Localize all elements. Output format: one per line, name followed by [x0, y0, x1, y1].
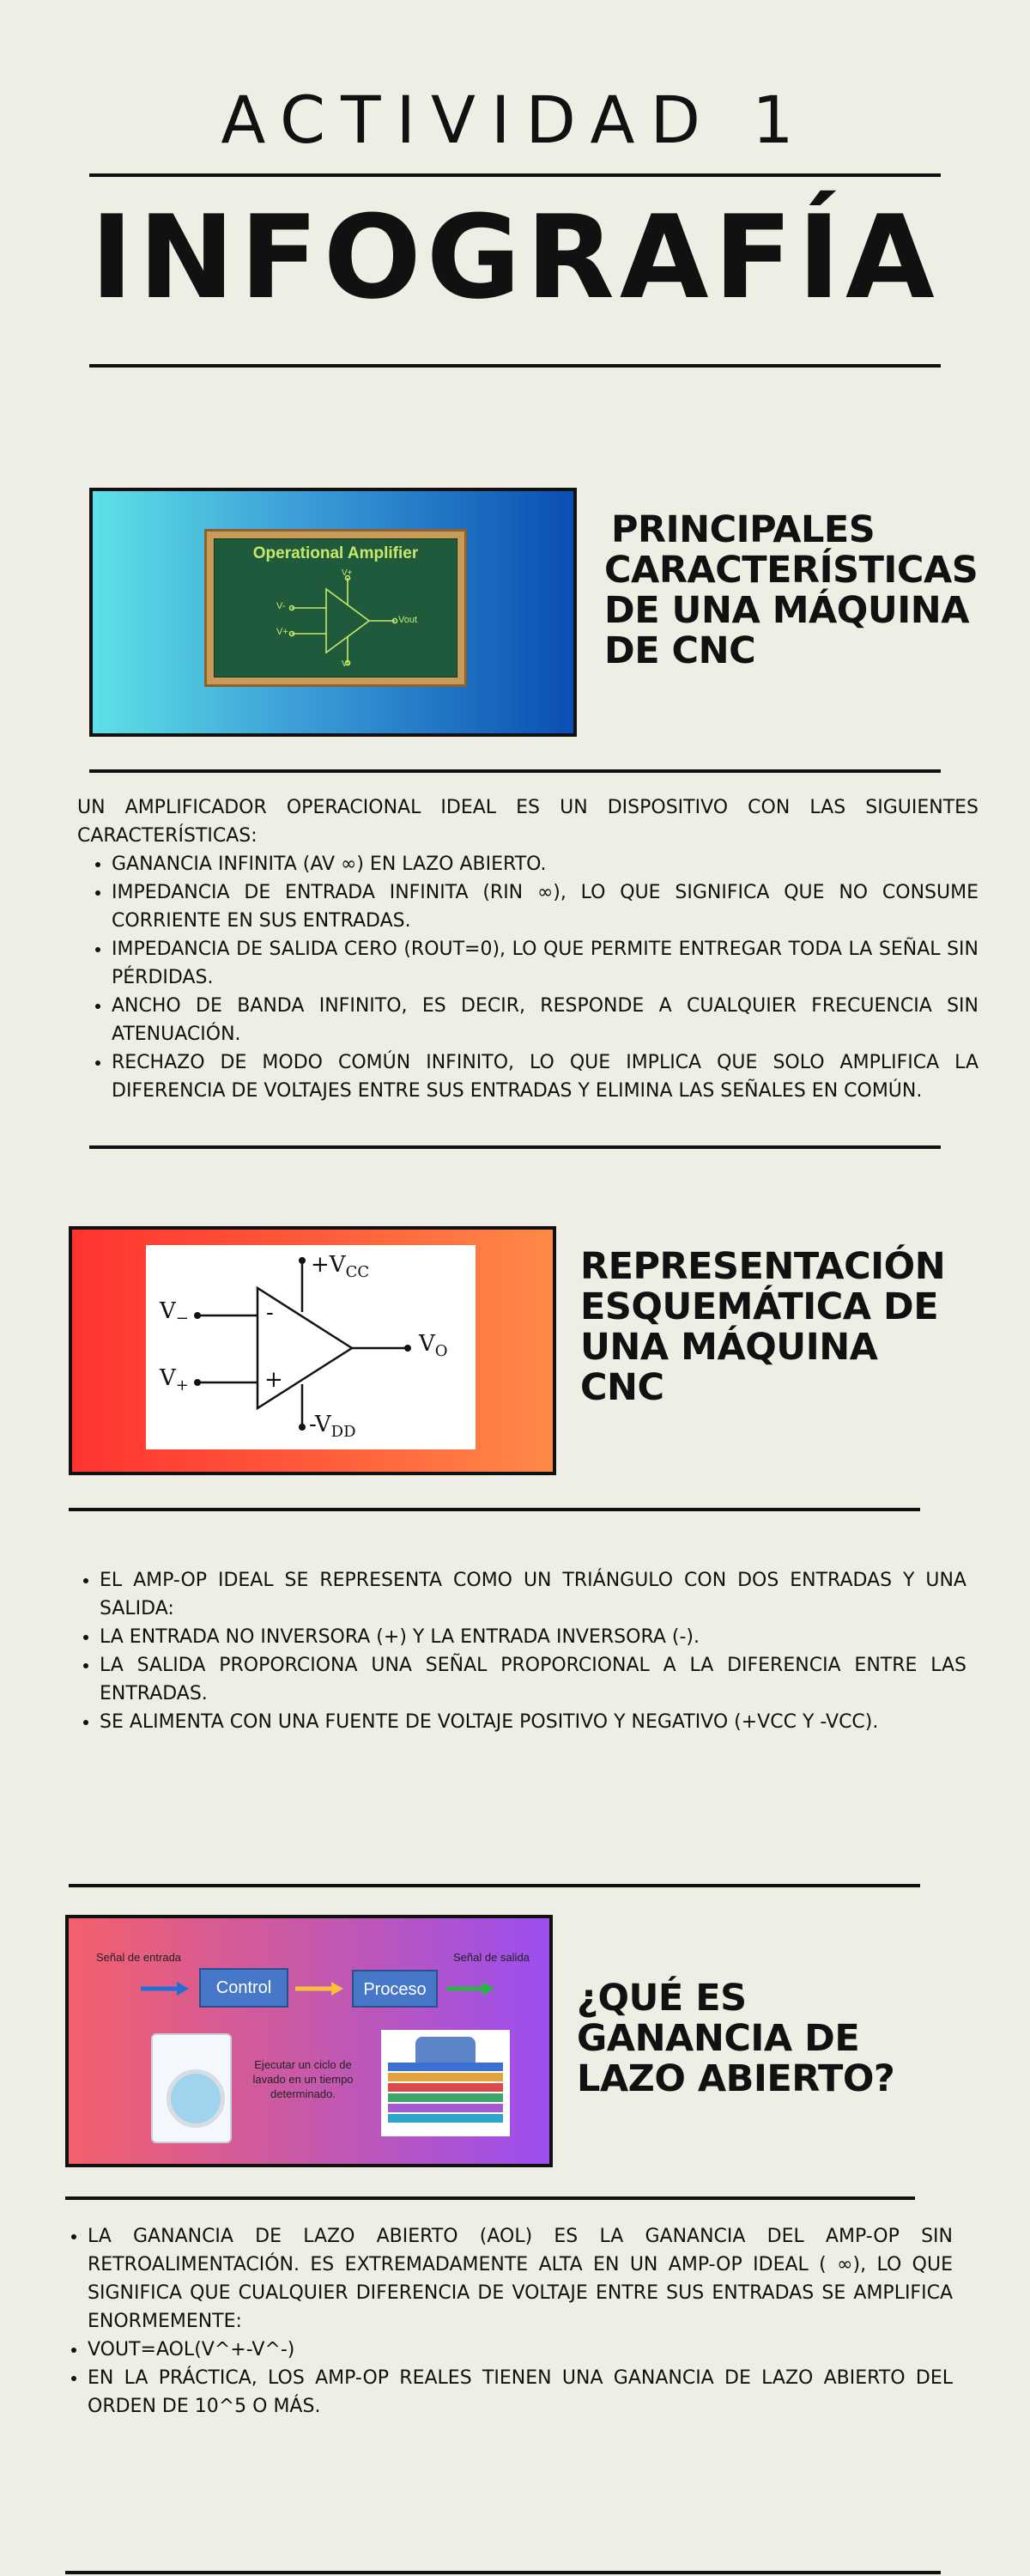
schematic-vminus-label: $V_-$ — [160, 1298, 189, 1328]
schematic-panel — [146, 1245, 476, 1449]
control-block: Control — [199, 1968, 288, 2008]
schematic-plus-sign: + — [264, 1367, 283, 1393]
section1-rule-top — [89, 769, 941, 773]
section2-list — [65, 1566, 966, 1736]
op-amp-chalkboard-image — [89, 488, 577, 737]
section2-title-line: CNC — [580, 1366, 664, 1409]
section1-list — [77, 850, 978, 1105]
list-item: • EL AMP-OP IDEAL SE REPRESENTA COMO UN TRIÁNGULO CON DOS ENTRADAS Y UNA SALIDA: — [100, 1566, 966, 1623]
chalk-label-in1: V- — [276, 601, 286, 611]
section3-title-line: ¿QUÉ ES — [577, 1977, 747, 2020]
clothes-layer — [388, 2073, 503, 2081]
chalk-label-out: Vout — [398, 615, 418, 625]
section3-list — [53, 2222, 953, 2421]
list-item: • GANANCIA INFINITA (AV ∞) EN LAZO ABIERTO. — [112, 850, 978, 878]
clothes-stack-icon — [381, 2030, 510, 2136]
list-item: • LA SALIDA PROPORCIONA UNA SEÑAL PROPORCIONAL A LA DIFERENCIA ENTRE LAS ENTRADAS. — [100, 1651, 966, 1708]
list-item: • RECHAZO DE MODO COMÚN INFINITO, LO QUE IMPLICA QUE SOLO AMPLIFICA LA DIFERENCIA DE VOLTAJES ENTRE SUS ENTRADAS Y ELIMINA LAS SEÑALES EN COMÚN. — [112, 1048, 978, 1105]
list-item: • SE ALIMENTA CON UNA FUENTE DE VOLTAJE POSITIVO Y NEGATIVO (+VCC Y -VCC). — [100, 1708, 966, 1736]
clothes-layer — [388, 2114, 503, 2123]
section2-title-line: UNA MÁQUINA — [580, 1326, 878, 1369]
section1-title-line: DE CNC — [604, 629, 756, 672]
page-title: INFOGRAFÍA — [90, 191, 940, 325]
section1-title-line: DE UNA MÁQUINA — [604, 589, 969, 632]
chalkboard — [214, 538, 457, 677]
list-item: • IMPEDANCIA DE ENTRADA INFINITA (RIN ∞), LO QUE SIGNIFICA QUE NO CONSUME CORRIENTE EN SUS ENTRADAS. — [112, 878, 978, 935]
clothes-layer — [388, 2093, 503, 2102]
section3-title-line: LAZO ABIERTO? — [577, 2057, 895, 2100]
list-item: • IMPEDANCIA DE SALIDA CERO (ROUT=0), LO QUE PERMITE ENTREGAR TODA LA SEÑAL SIN PÉRDIDAS. — [112, 935, 978, 992]
section1-title-line: PRINCIPALES — [611, 508, 876, 551]
section1-rule-bottom — [89, 1145, 941, 1149]
section3-title — [577, 1978, 1006, 2099]
section1-intro: UN AMPLIFICADOR OPERACIONAL IDEAL ES UN DISPOSITIVO CON LAS SIGUIENTES CARACTERÍSTICAS: — [77, 797, 978, 847]
schematic-vdd-label: $-V_{DD}$ — [309, 1412, 356, 1442]
shirt-top — [415, 2037, 476, 2063]
header-rule-bottom — [89, 364, 941, 368]
section3-body — [53, 2222, 953, 2421]
section2-title — [580, 1247, 1009, 1408]
schematic-vcc-label: $+V_{CC}$ — [311, 1252, 370, 1282]
section1-title — [604, 510, 1016, 671]
open-loop-diagram-image — [65, 1915, 553, 2167]
section2-title-line: REPRESENTACIÓN — [580, 1245, 946, 1288]
schematic-vplus-label: $V_+$ — [160, 1365, 189, 1395]
list-item: • ANCHO DE BANDA INFINITO, ES DECIR, RESPONDE A CUALQUIER FRECUENCIA SIN ATENUACIÓN. — [112, 992, 978, 1048]
footer-rule — [65, 2571, 941, 2574]
section1-title-line: CARACTERÍSTICAS — [604, 549, 978, 592]
process-block: Proceso — [352, 1970, 438, 2008]
op-amp-chalk-symbol — [266, 574, 412, 668]
list-item: • VOUT=AOL(V^+-V^-) — [88, 2336, 953, 2364]
op-amp-schematic-image — [69, 1226, 556, 1475]
header-rule-top — [89, 173, 941, 177]
output-signal-label: Señal de salida — [453, 1951, 530, 1964]
chalkboard-title: Operational Amplifier — [252, 544, 419, 562]
chalk-label-bottom: V- — [342, 659, 350, 669]
chalkboard-frame — [204, 529, 467, 687]
section3-rule-top — [65, 2196, 915, 2200]
section1-body — [77, 793, 978, 1105]
clothes-layer — [388, 2104, 503, 2112]
list-item: • LA GANANCIA DE LAZO ABIERTO (AOL) ES LA GANANCIA DEL AMP-OP SIN RETROALIMENTACIÓN. ES EXTREMADAMENTE ALTA EN UN AMP-OP IDEAL ( ∞), LO QUE SIGNIFICA QUE CUALQUIER DIFERENCIA DE VOLTAJE ENTRE SUS ENTRADAS SE AMPLIFICA ENORMEMENTE: — [88, 2222, 953, 2336]
washing-machine-icon — [151, 2033, 232, 2143]
section3-title-line: GANANCIA DE — [577, 2017, 860, 2060]
section2-rule-top — [69, 1508, 920, 1511]
schematic-vout-label: $V_O$ — [419, 1331, 448, 1361]
section2-body — [65, 1566, 966, 1736]
diagram-caption: Ejecutar un ciclo de lavado en un tiempo determinado. — [252, 2058, 354, 2100]
section2-rule-bottom — [69, 1884, 920, 1887]
list-item: • EN LA PRÁCTICA, LOS AMP-OP REALES TIENEN UNA GANANCIA DE LAZO ABIERTO DEL ORDEN DE 10^5 O MÁS. — [88, 2364, 953, 2421]
chalk-label-in2: V+ — [276, 627, 288, 637]
clothes-layer — [388, 2063, 503, 2071]
washing-machine-door — [167, 2069, 225, 2128]
input-signal-label: Señal de entrada — [96, 1951, 182, 1964]
activity-label: ACTIVIDAD 1 — [221, 82, 809, 158]
chalk-label-top: V+ — [342, 568, 353, 578]
schematic-minus-sign: - — [266, 1300, 274, 1326]
list-item: • LA ENTRADA NO INVERSORA (+) Y LA ENTRADA INVERSORA (-). — [100, 1623, 966, 1651]
section2-title-line: ESQUEMÁTICA DE — [580, 1285, 939, 1328]
clothes-layer — [388, 2083, 503, 2092]
